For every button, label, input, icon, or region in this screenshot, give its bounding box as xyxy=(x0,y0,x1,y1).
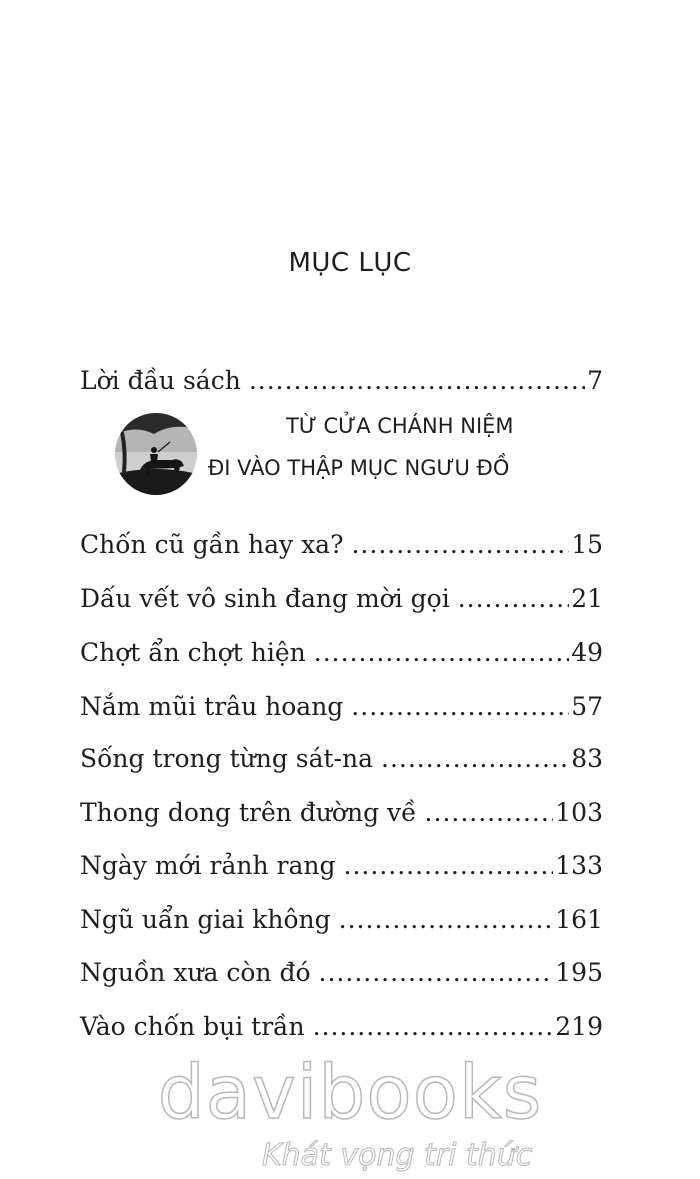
toc-label: Vào chốn bụi trần xyxy=(80,1012,305,1041)
dot-leader xyxy=(314,636,569,670)
toc-page-number: 21 xyxy=(571,584,603,613)
toc-page-number: 15 xyxy=(571,530,603,559)
toc-label: Ngũ uẩn giai không xyxy=(80,905,331,934)
section-heading xyxy=(114,410,554,502)
dot-leader xyxy=(313,1010,554,1044)
toc-row xyxy=(80,690,603,724)
ox-herder-silhouette-icon xyxy=(114,412,198,496)
toc-label: Lời đầu sách xyxy=(80,366,241,395)
toc-label: Nguồn xưa còn đó xyxy=(80,958,311,987)
toc-page-number: 103 xyxy=(555,798,603,827)
toc-page-number: 49 xyxy=(571,638,603,667)
toc-row xyxy=(80,742,603,776)
toc-row xyxy=(80,956,603,990)
dot-leader xyxy=(425,796,554,830)
toc-page-number: 133 xyxy=(555,851,603,880)
toc-row xyxy=(80,1010,603,1044)
toc-label: Ngày mới rảnh rang xyxy=(80,851,336,880)
toc-row xyxy=(80,582,603,616)
watermark-slogan: Khát vọng tri thức xyxy=(262,1138,533,1173)
dot-leader xyxy=(344,849,554,883)
toc-page-number: 219 xyxy=(555,1012,603,1041)
toc-row xyxy=(80,528,603,562)
dot-leader xyxy=(249,364,585,398)
toc-row xyxy=(80,903,603,937)
dot-leader xyxy=(339,903,554,937)
section-line-2: ĐI VÀO THẬP MỤC NGƯU ĐỒ xyxy=(208,456,510,480)
dot-leader xyxy=(351,528,569,562)
toc-page-number: 161 xyxy=(555,905,603,934)
toc-label: Nắm mũi trâu hoang xyxy=(80,692,344,721)
dot-leader xyxy=(458,582,569,616)
toc-page-number: 57 xyxy=(571,692,603,721)
page-title: MỤC LỤC xyxy=(288,248,412,278)
watermark-brand: davibooks xyxy=(157,1050,543,1136)
toc-label: Chợt ẩn chợt hiện xyxy=(80,638,306,667)
section-line-1: TỪ CỬA CHÁNH NIỆM xyxy=(286,414,514,438)
toc-row-preface xyxy=(80,364,603,398)
dot-leader xyxy=(319,956,554,990)
toc-label: Dấu vết vô sinh đang mời gọi xyxy=(80,584,450,613)
toc-label: Chốn cũ gần hay xa? xyxy=(80,530,344,559)
toc-row xyxy=(80,849,603,883)
toc-label: Sống trong từng sát-na xyxy=(80,744,374,773)
toc-page-number: 195 xyxy=(555,958,603,987)
toc-label: Thong dong trên đường về xyxy=(80,798,417,827)
toc-page-number: 7 xyxy=(587,366,603,395)
dot-leader xyxy=(351,690,569,724)
dot-leader xyxy=(381,742,569,776)
toc-page-number: 83 xyxy=(571,744,603,773)
toc-row xyxy=(80,796,603,830)
toc-row xyxy=(80,636,603,670)
